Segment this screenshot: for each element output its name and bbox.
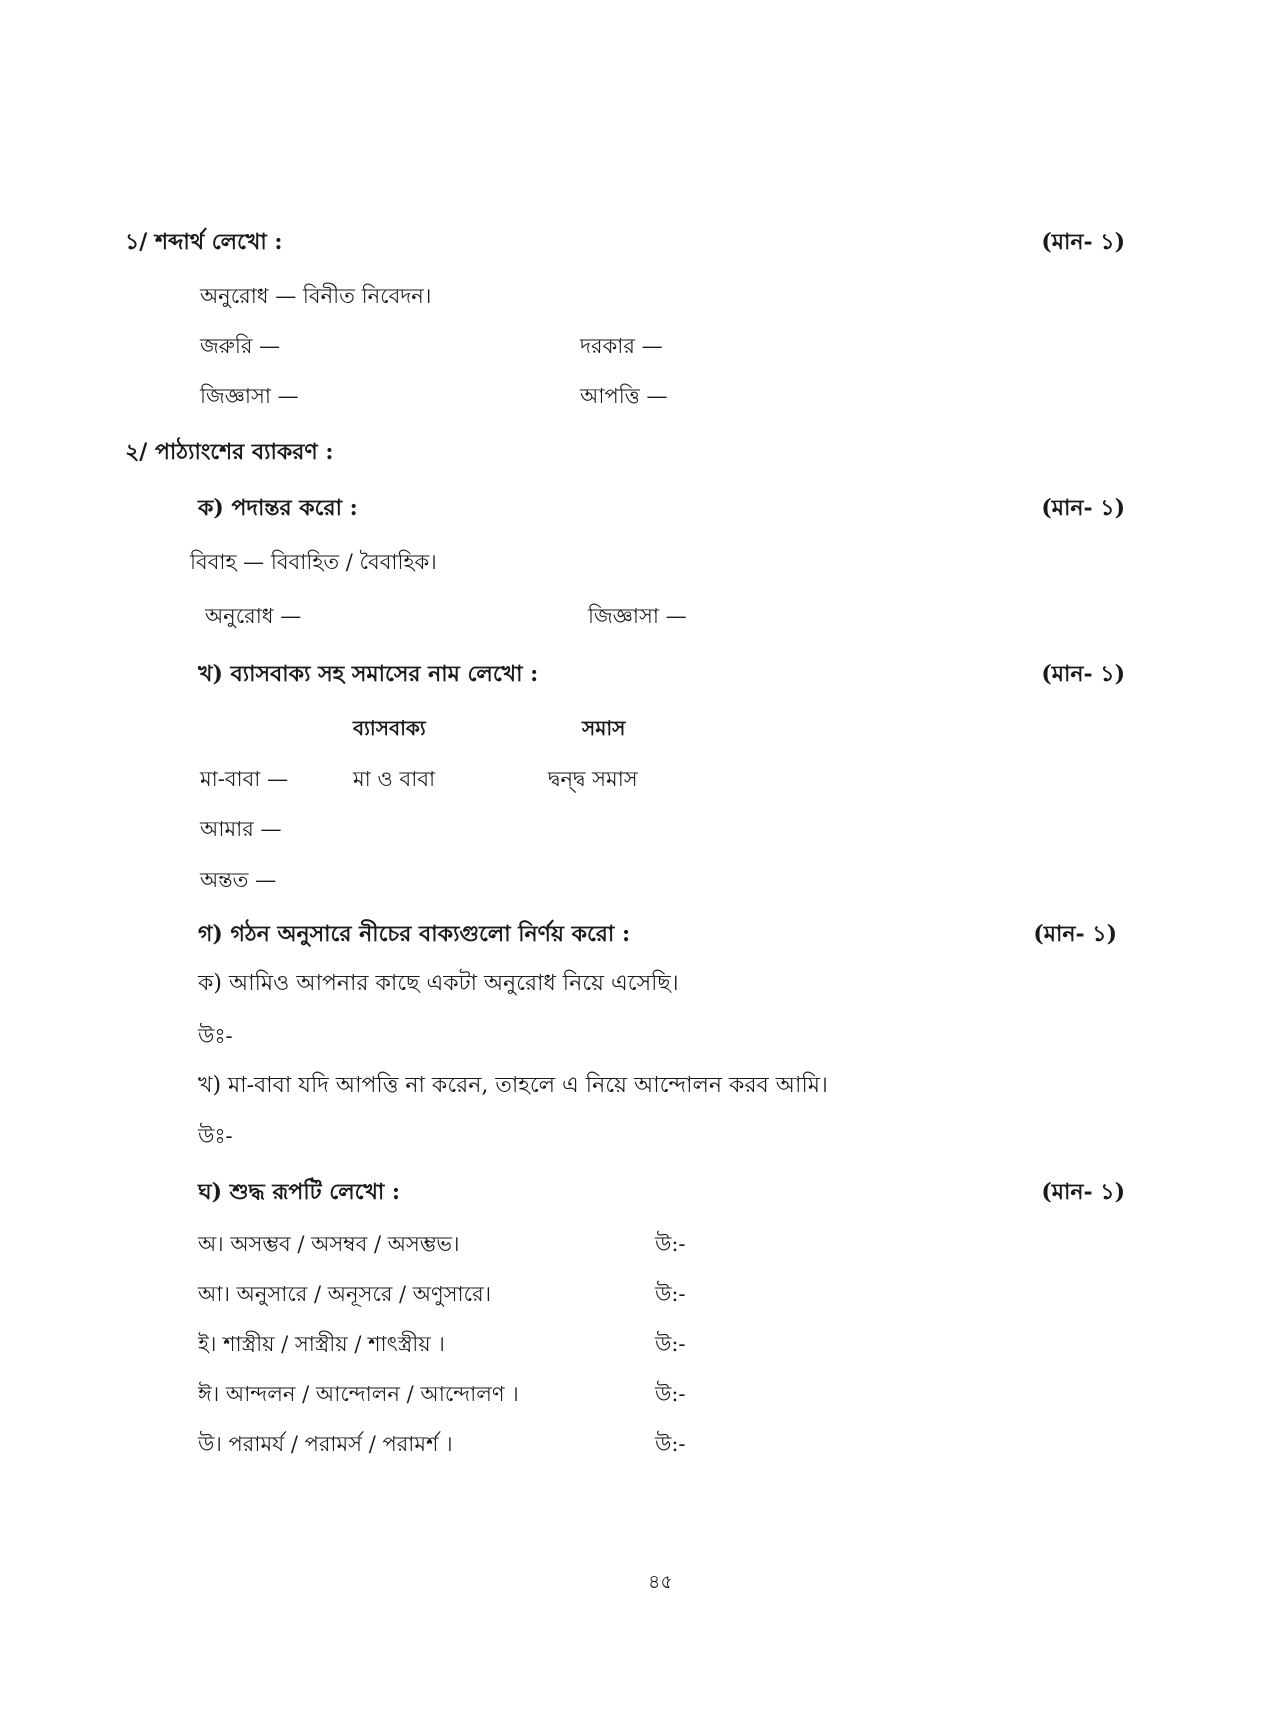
part-kha-item-amar: আমার — bbox=[200, 817, 282, 841]
part-gha-item-question: অ। অসম্ভব / অসম্বব / অসম্ভভ। bbox=[198, 1232, 460, 1256]
part-kha-marks: (মান- ১) bbox=[1041, 661, 1125, 687]
part-gha-item-answer: উ:- bbox=[655, 1432, 686, 1456]
part-ga-question-2: খ) মা-বাবা যদি আপত্তি না করেন, তাহলে এ নিয়ে আন্দোলন করব আমি। bbox=[198, 1073, 828, 1098]
part-ka-example: বিবাহ — বিবাহিত / বৈবাহিক। bbox=[190, 550, 437, 574]
part-ka-item-onurodh: অনুরোধ — bbox=[205, 604, 302, 628]
part-ga-title: গ) গঠন অনুসারে নীচের বাক্যগুলো নির্ণয় করো : bbox=[198, 921, 631, 947]
section1-item-joruri: জরুরি — bbox=[200, 334, 281, 358]
section1-marks: (মান- ১) bbox=[1041, 229, 1125, 255]
section1-item-dorkar: দরকার — bbox=[580, 334, 663, 358]
part-gha-title: ঘ) শুদ্ধ রূপটি লেখো : bbox=[198, 1179, 401, 1205]
part-ka-item-jiggasa: জিজ্ঞাসা — bbox=[588, 604, 687, 628]
section2-title: ২/ পাঠ্যাংশের ব্যাকরণ : bbox=[125, 439, 334, 465]
part-kha-example-word: মা-বাবা — bbox=[200, 767, 289, 791]
part-gha-item-question: ই। শাস্ত্রীয় / সাস্ত্রীয় / শাৎস্ত্রীয় । bbox=[198, 1332, 445, 1356]
part-kha-example-somas: দ্বন্দ্ব সমাস bbox=[548, 767, 638, 791]
part-ga-answer-1: উঃ- bbox=[198, 1024, 233, 1048]
section1-title: ১/ শব্দার্থ লেখো : bbox=[125, 229, 283, 255]
page-number: ৪৫ bbox=[648, 1571, 673, 1593]
part-ga-marks: (মান- ১) bbox=[1033, 921, 1117, 947]
part-gha-item-answer: উ:- bbox=[655, 1282, 686, 1306]
section1-item-apotti: আপত্তি — bbox=[580, 384, 668, 408]
part-ka-title: ক) পদান্তর করো : bbox=[198, 495, 358, 521]
section1-item-jiggasa: জিজ্ঞাসা — bbox=[200, 384, 299, 408]
part-kha-example-byasbakyo: মা ও বাবা bbox=[353, 767, 436, 791]
part-ka-marks: (মান- ১) bbox=[1041, 495, 1125, 521]
part-gha-marks: (মান- ১) bbox=[1041, 1179, 1125, 1205]
part-gha-item-question: ঈ। আন্দলন / আন্দোলন / আন্দোলণ । bbox=[198, 1382, 519, 1406]
part-ga-answer-2: উঃ- bbox=[198, 1124, 233, 1148]
part-kha-item-ontoto: অন্তত — bbox=[200, 868, 277, 892]
column-header-somas: সমাস bbox=[582, 716, 626, 740]
part-gha-item-answer: উ:- bbox=[655, 1232, 686, 1256]
part-gha-item-answer: উ:- bbox=[655, 1332, 686, 1356]
part-gha-item-question: আ। অনুসারে / অনূসরে / অণুসারে। bbox=[198, 1282, 492, 1306]
part-gha-item-question: উ। পরামর্য / পরামর্স / পরামর্শ । bbox=[198, 1432, 453, 1456]
part-kha-title: খ) ব্যাসবাক্য সহ সমাসের নাম লেখো : bbox=[198, 661, 539, 687]
section1-example: অনুরোধ — বিনীত নিবেদন। bbox=[200, 284, 432, 308]
part-ga-question-1: ক) আমিও আপনার কাছে একটা অনুরোধ নিয়ে এসেছি। bbox=[198, 971, 679, 996]
column-header-byasbakyo: ব্যাসবাক্য bbox=[353, 716, 426, 740]
part-gha-item-answer: উ:- bbox=[655, 1382, 686, 1406]
